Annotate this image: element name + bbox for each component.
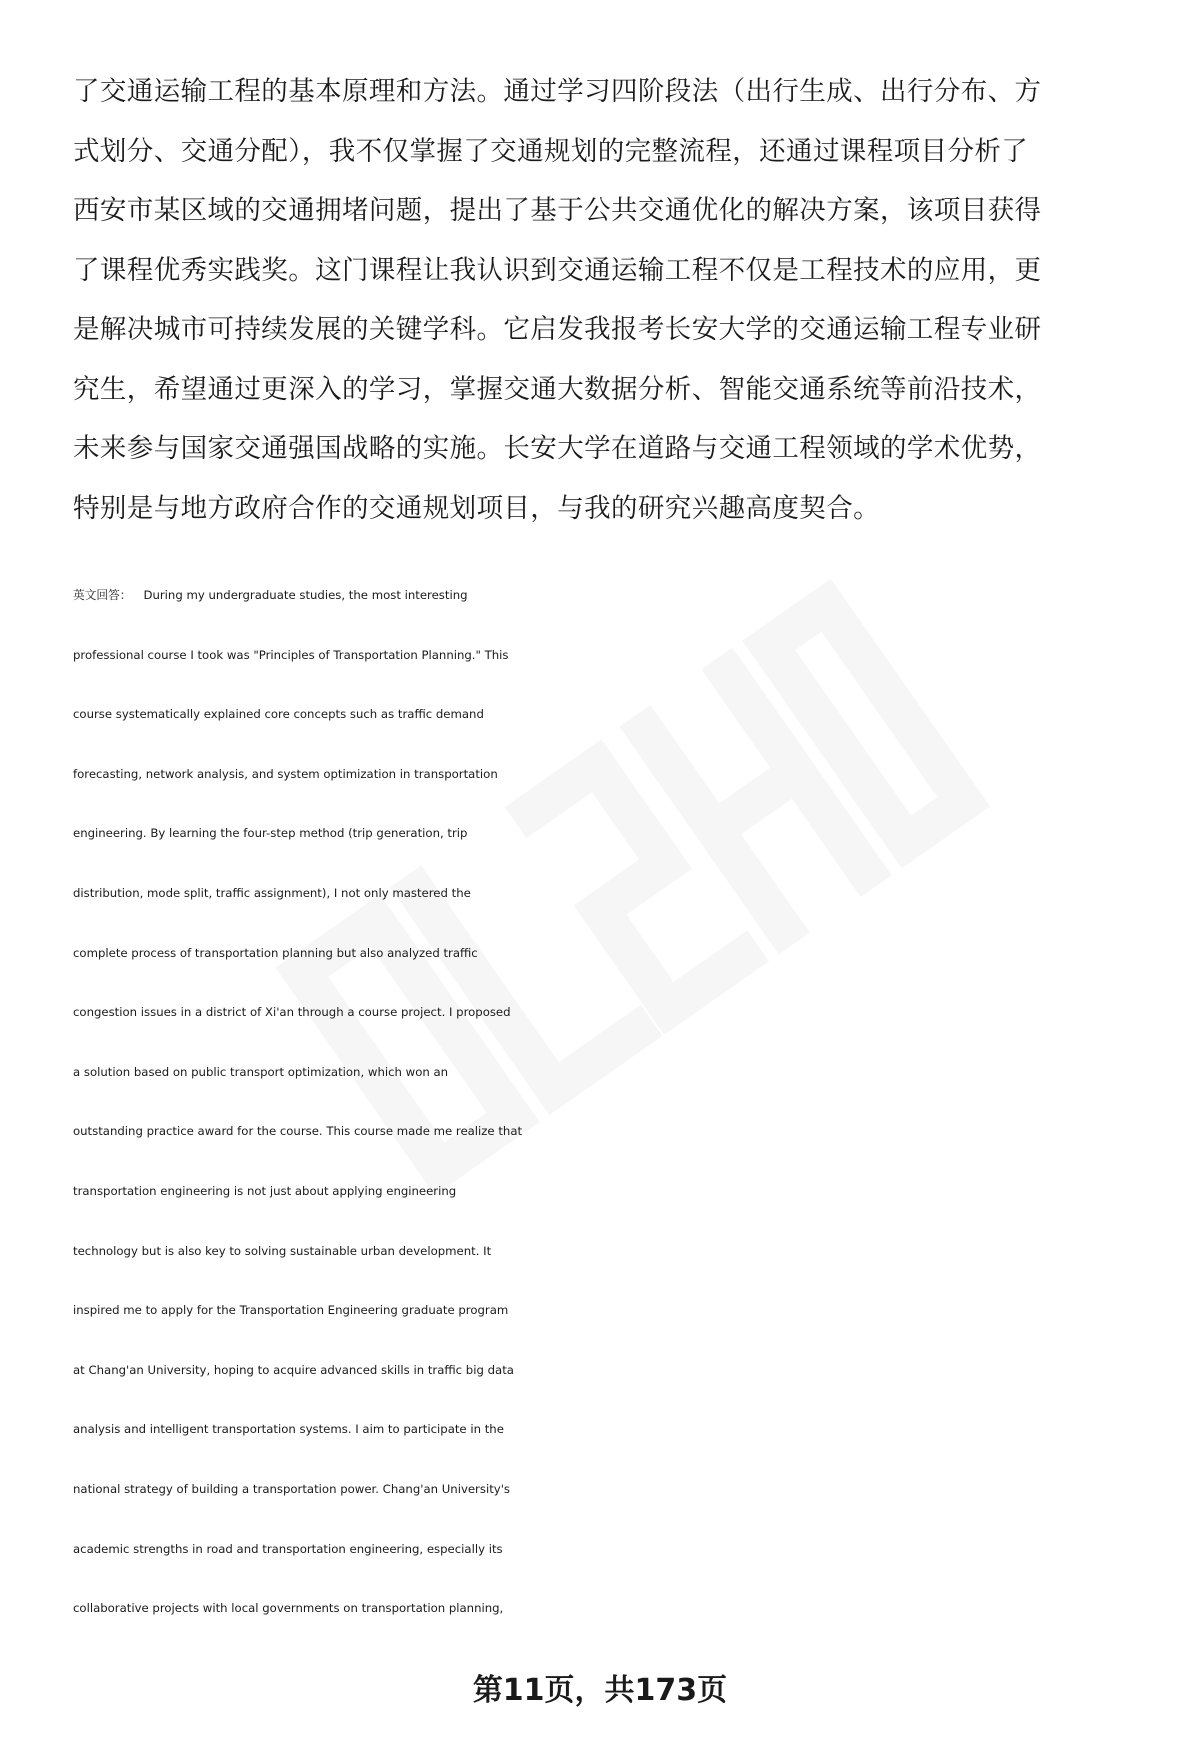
english-answer-label: 英文回答： bbox=[73, 588, 132, 602]
english-answer-line: distribution, mode split, traffic assignment), I not only mastered the bbox=[73, 885, 471, 900]
english-answer-line: congestion issues in a district of Xi'an through a course project. I proposed bbox=[73, 1005, 511, 1020]
english-answer-line: professional course I took was "Principles of Transportation Planning." This bbox=[73, 647, 509, 662]
english-answer-line: national strategy of building a transportation power. Chang'an University's bbox=[73, 1481, 510, 1496]
english-answer-line: transportation engineering is not just about applying engineering bbox=[73, 1183, 457, 1198]
chinese-paragraph-line: 究生，希望通过更深入的学习，掌握交通大数据分析、智能交通系统等前沿技术， bbox=[73, 373, 1042, 405]
chinese-paragraph-line: 式划分、交通分配），我不仅掌握了交通规划的完整流程，还通过课程项目分析了 bbox=[73, 135, 1029, 167]
chinese-paragraph-line: 特别是与地方政府合作的交通规划项目，与我的研究兴趣高度契合。 bbox=[73, 492, 880, 524]
english-answer-line: analysis and intelligent transportation systems. I aim to participate in the bbox=[73, 1422, 504, 1437]
english-answer bbox=[73, 566, 1163, 1639]
english-answer-line: academic strengths in road and transportation engineering, especially its bbox=[73, 1541, 503, 1556]
english-answer-line: at Chang'an University, hoping to acquire advanced skills in traffic big data bbox=[73, 1362, 514, 1377]
english-answer-line: course systematically explained core concepts such as traffic demand bbox=[73, 707, 484, 722]
english-answer-line: a solution based on public transport optimization, which won an bbox=[73, 1064, 449, 1079]
english-answer-line: forecasting, network analysis, and system optimization in transportation bbox=[73, 766, 498, 781]
english-answer-line: technology but is also key to solving sustainable urban development. It bbox=[73, 1243, 492, 1258]
page-number: 第11页，共173页 bbox=[472, 1673, 728, 1708]
chinese-paragraph bbox=[73, 62, 1153, 538]
chinese-paragraph-line: 未来参与国家交通强国战略的实施。长安大学在道路与交通工程领域的学术优势， bbox=[73, 433, 1042, 464]
english-answer-line: engineering. By learning the four-step method (trip generation, trip bbox=[73, 826, 468, 841]
english-answer-line: outstanding practice award for the course. This course made me realize that bbox=[73, 1124, 523, 1139]
chinese-paragraph-line: 是解决城市可持续发展的关键学科。它启发我报考长安大学的交通运输工程专业研 bbox=[73, 314, 1042, 345]
chinese-paragraph-line: 西安市某区域的交通拥堵问题，提出了基于公共交通优化的解决方案，该项目获得 bbox=[73, 195, 1042, 226]
english-answer-line: inspired me to apply for the Transportation Engineering graduate program bbox=[73, 1303, 509, 1318]
chinese-paragraph-line: 了交通运输工程的基本原理和方法。通过学习四阶段法（出行生成、出行分布、方 bbox=[73, 76, 1042, 107]
english-answer-line: collaborative projects with local governments on transportation planning, bbox=[73, 1601, 504, 1616]
chinese-paragraph-line: 了课程优秀实践奖。这门课程让我认识到交通运输工程不仅是工程技术的应用，更 bbox=[73, 254, 1042, 286]
english-answer-line: During my undergraduate studies, the most interesting bbox=[143, 588, 468, 602]
english-answer-line: complete process of transportation planning but also analyzed traffic bbox=[73, 945, 478, 960]
english-answer-first-line bbox=[73, 566, 1163, 626]
